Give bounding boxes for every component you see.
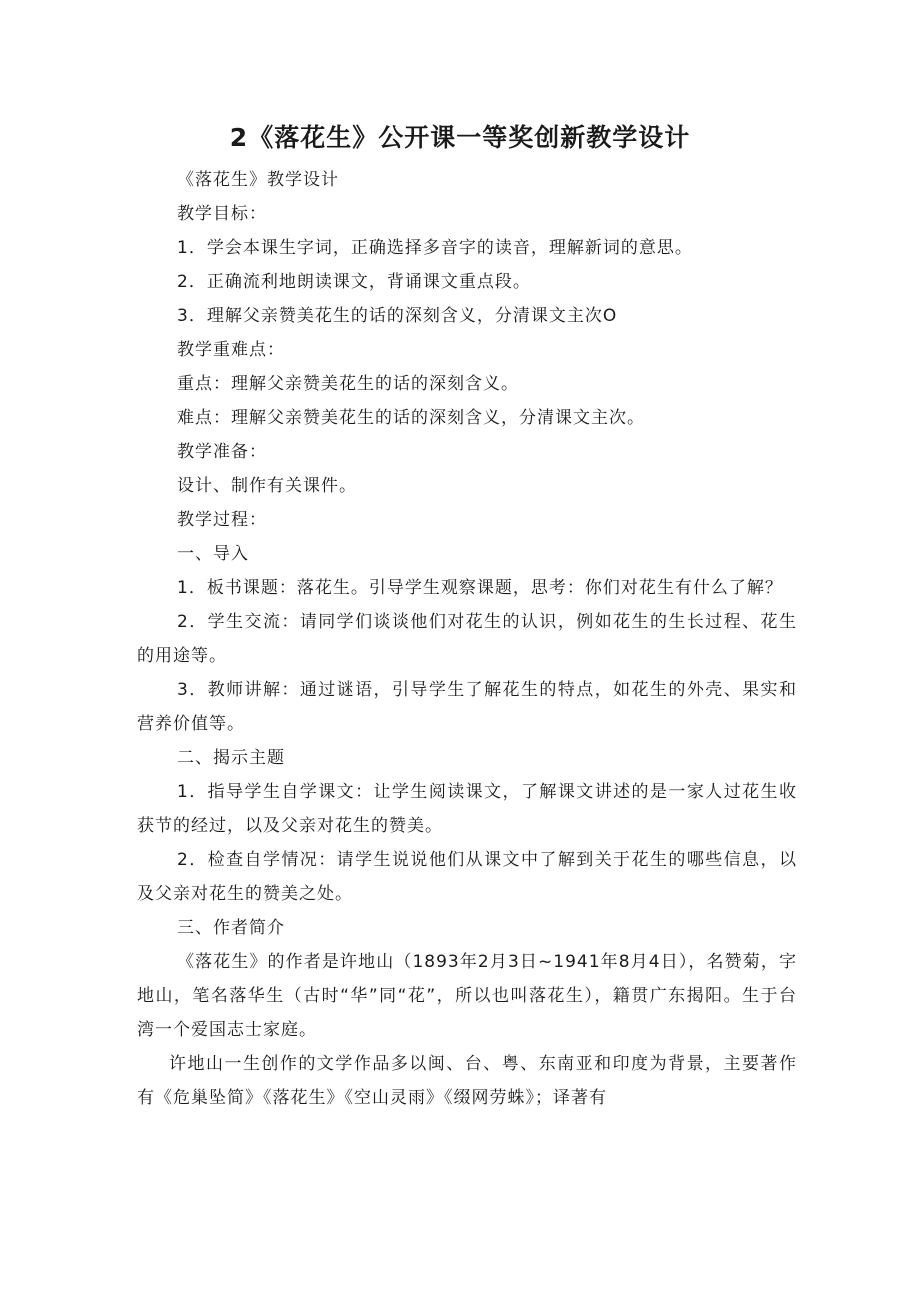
- document-title: 2《落花生》公开课一等奖创新教学设计: [229, 123, 691, 152]
- paragraph: 1．指导学生自学课文：让学生阅读课文，了解课文讲述的是一家人过花生收获节的经过，以及父亲对花生的赞美。: [137, 782, 797, 836]
- section-heading: 一、导入: [177, 544, 249, 564]
- section-heading: 教学重难点：: [177, 340, 285, 360]
- paragraph: 1．学会本课生字词，正确选择多音字的读音，理解新词的意思。: [177, 238, 693, 258]
- section-heading: 三、作者简介: [177, 918, 285, 938]
- paragraph: 设计、制作有关课件。: [177, 476, 357, 496]
- paragraph: 重点：理解父亲赞美花生的话的深刻含义。: [177, 374, 519, 394]
- paragraph: 2．学生交流：请同学们谈谈他们对花生的认识，例如花生的生长过程、花生的用途等。: [137, 612, 797, 666]
- paragraph: 2．检查自学情况：请学生说说他们从课文中了解到关于花生的哪些信息，以及父亲对花生的赞美之处。: [137, 850, 797, 904]
- paragraph: 1．板书课题：落花生。引导学生观察课题，思考：你们对花生有什么了解？: [177, 578, 783, 598]
- document-body: [137, 163, 797, 1115]
- section-heading: 教学目标：: [177, 204, 267, 224]
- paragraph: 3．理解父亲赞美花生的话的深刻含义，分清课文主次O: [177, 306, 618, 326]
- section-heading: 二、揭示主题: [177, 748, 285, 768]
- paragraph: 3．教师讲解：通过谜语，引导学生了解花生的特点，如花生的外壳、果实和营养价值等。: [137, 680, 797, 734]
- paragraph: 2．正确流利地朗读课文，背诵课文重点段。: [177, 272, 531, 292]
- paragraph: 难点：理解父亲赞美花生的话的深刻含义，分清课文主次。: [177, 408, 645, 428]
- paragraph: 《落花生》的作者是许地山（1893年2月3日~1941年8月4日），名赞菊，字地山，笔名落华生（古时“华”同“花”，所以也叫落花生），籍贯广东揭阳。生于台湾一个爱国志士家庭。: [137, 952, 797, 1040]
- subtitle: 《落花生》教学设计: [177, 170, 339, 190]
- section-heading: 教学过程：: [177, 510, 267, 530]
- section-heading: 教学准备：: [177, 442, 267, 462]
- paragraph: 许地山一生创作的文学作品多以闽、台、粤、东南亚和印度为背景，主要著作有《危巢坠简》《落花生》《空山灵雨》《缀网劳蛛》；译著有: [137, 1054, 797, 1108]
